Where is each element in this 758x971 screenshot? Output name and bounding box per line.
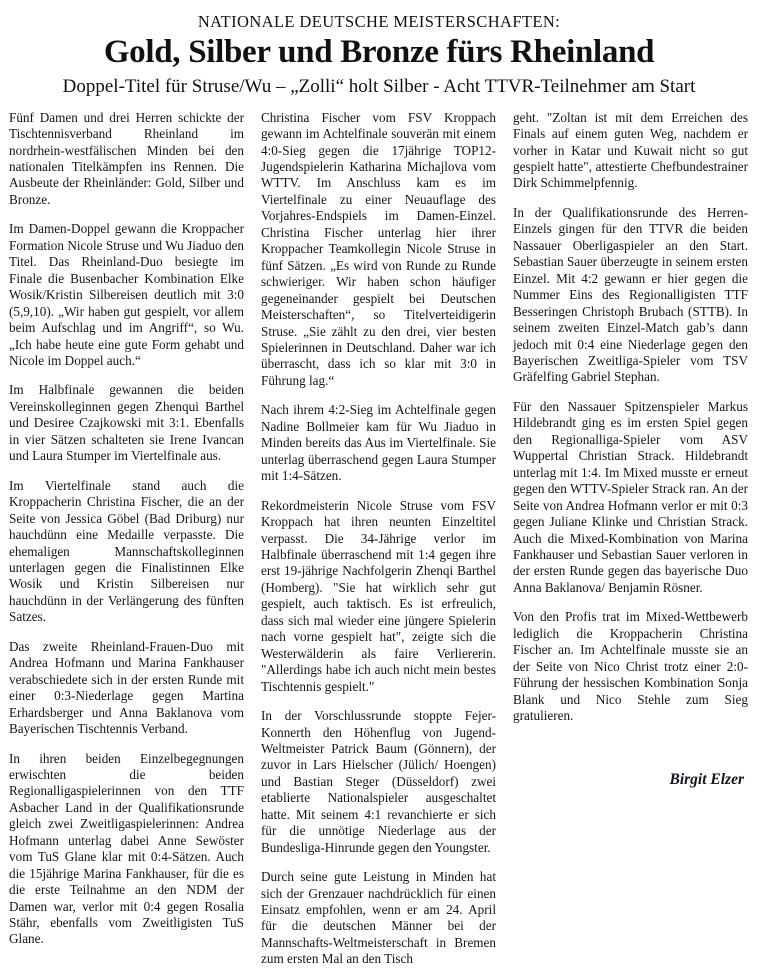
article-byline: Birgit Elzer bbox=[669, 770, 744, 788]
article-paragraph: Rekordmeisterin Nicole Struse vom FSV Kroppach hat ihren neunten Einzeltitel verpasst. Die 34-Jährige verlor im Halbfinale überraschend mit 1:4 gegen ihre erst 19-jährige Nachfolgerin Zhenqi Barthel (Homberg). "Sie hat wirklich sehr gut gespielt, auch taktisch. Es ist erfreulich, dass sich mal wieder eine jüngere Spielerin nach vorne gespielt hat", zeigte sich die Westerwälderin als faire Verliererin. "Allerdings habe ich auch nicht mein bestes Tischtennis gespielt." bbox=[261, 497, 496, 694]
article-paragraph: Nach ihrem 4:2-Sieg im Achtelfinale gegen Nadine Bollmeier kam für Wu Jiaduo in Minden bereits das Aus im Viertelfinale. Sie unterlag überraschend gegen Laura Stumper mit 1:4-Sätzen. bbox=[261, 402, 496, 484]
article-paragraph: Durch seine gute Leistung in Minden hat sich der Grenzauer nachdrücklich für einen Einsatz empfohlen, wenn er am 24. April für die deutschen Männer bei der Mannschafts-Weltmeisterschaft in Bremen zum ersten Mal an den Tisch bbox=[261, 869, 496, 967]
article-paragraph: geht. "Zoltan ist mit dem Erreichen des Finals auf einem guten Weg, nachdem er vorher in Katar und Kuwait nicht so gut gespielt hatte", attestierte Chefbundestrainer Dirk Schimmelpfennig. bbox=[513, 109, 748, 191]
article-paragraph: In der Vorschlussrunde stoppte Fejer-Konnerth den Höhenflug von Jugend-Weltmeister Patrick Baum (Gönnern), der zuvor in Lars Hielscher (Jülich/ Hoengen) und Bastian Steger (Düsseldorf) zwei etablierte Nationalspieler ausgeschaltet hatte. Mit seinem 4:1 revanchierte er sich für die unnötige Niederlage aus der Bundesliga-Hinrunde gegen den Youngster. bbox=[261, 708, 496, 855]
article-paragraph: Im Damen-Doppel gewann die Kroppacher Formation Nicole Struse und Wu Jiaduo den Titel. Das Rheinland-Duo besiegte im Finale die Busenbacher Kombination Elke Wosik/Kristin Silbereisen deutlich mit 3:0 (5,9,10). „Wir haben gut gespielt, vor allem beim Aufschlag und im Angriff“, so Wu. „Ich habe heute eine gute Form gehabt und Nicole im Doppel auch.“ bbox=[9, 221, 244, 368]
article-paragraph: Im Viertelfinale stand auch die Kroppacherin Christina Fischer, die an der Seite von Jessica Göbel (Bad Driburg) nur hauchdünn eine Medaille verpasste. Die ehemaligen Mannschaftskolleginnen unterlagen gegen die Finalistinnen Elke Wosik und Kristin Silbereisen nur hauchdünn in der Verlängerung des fünften Satzes. bbox=[9, 477, 244, 625]
article-paragraph: Von den Profis trat im Mixed-Wettbewerb lediglich die Kroppacherin Christina Fischer an. Im Achtelfinale musste sie an der Seite von Nico Christ trotz einer 2:0-Führung der hessischen Kombination Sonja Blank und Nico Stehle zum Sieg gratulieren. bbox=[513, 609, 748, 724]
article-column-3 bbox=[513, 110, 748, 789]
article-paragraph: In ihren beiden Einzelbegegnungen erwischten die beiden Regionalligaspielerinnen von den TTF Asbacher Land in der Qualifikationsrunde gleich zwei Zweitligaspielerinnen: Andrea Hofmann unterlag dabei Anne Sewöster vom TuS Glane klar mit 0:4-Sätzen. Auch die 15jährige Marina Fankhauser, für die es die erste Teilnahme an den NDM der Damen war, verlor mit 0:4 gegen Rosalia Stähr, ebenfalls vom Zweitligisten TuS Glane. bbox=[9, 750, 244, 947]
article-paragraph: Das zweite Rheinland-Frauen-Duo mit Andrea Hofmann und Marina Fankhauser verabschiedete sich in der ersten Runde mit einer 0:3-Niederlage gegen Martina Erhardsberger und Anna Baklanova vom Bayerischen Tischtennis Verband. bbox=[9, 638, 244, 737]
article-masthead bbox=[9, 12, 749, 98]
article-paragraph: Christina Fischer vom FSV Kroppach gewann im Achtelfinale souverän mit einem 4:0-Sieg gegen die 17jährige TOP12-Jugendspielerin Katharina Michajlova vom WTTV. Im Anschluss kam es im Viertelfinale zu einer Neuauflage des Vorjahres-Endspiels im Damen-Einzel. Christina Fischer unterlag hier ihrer Kroppacher Teamkollegin Nicole Struse in fünf Sätzen. „Es wird von Runde zu Runde schwieriger. Wir haben schon häufiger gegeneinander gespielt bei Deutschen Meisterschaften“, so Titelverteidigerin Struse. „Sie zählt zu den drei, vier besten Spielerinnen in Deutschland. Daher war ich überrascht, dass ich so klar mit 3:0 in Führung lag.“ bbox=[261, 109, 496, 388]
article-paragraph: Im Halbfinale gewannen die beiden Vereinskolleginnen gegen Zhenqui Barthel und Desiree Czajkowski mit 3:1. Ebenfalls in vier Sätzen schalteten sie Irene Ivancan und Laura Stumper im Viertelfinale aus. bbox=[9, 382, 244, 464]
article-subtitle: Doppel-Titel für Struse/Wu – „Zolli“ holt Silber - Acht TTVR-Teilnehmer am Start bbox=[62, 75, 696, 97]
article-kicker: NATIONALE DEUTSCHE MEISTERSCHAFTEN: bbox=[197, 12, 561, 31]
article-paragraph: Fünf Damen und drei Herren schickte der Tischtennisverband Rheinland im nordrhein-westfälischen Minden bei den nationalen Titelkämpfen ins Rennen. Die Ausbeute der Rheinländer: Gold, Silber und Bronze. bbox=[9, 109, 244, 207]
article-body bbox=[9, 110, 749, 968]
article-column-1 bbox=[9, 110, 244, 948]
article-headline: Gold, Silber und Bronze fürs Rheinland bbox=[103, 34, 655, 70]
article-paragraph: In der Qualifikationsrunde des Herren-Einzels gingen für den TTVR die beiden Nassauer Oberligaspieler an den Start. Sebastian Sauer überzeugte in seinem ersten Einzel. Mit 4:2 gewann er hier gegen die Nummer Eins des Regionalligisten TTF Besseringen Christoph Brubach (STTB). In seinem zweiten Einzel-Match gab’s dann jedoch mit 0:4 eine Niederlage gegen den Bayerischen Zweitliga-Spieler vom TSV Gräfelfing Gabriel Stephan. bbox=[513, 204, 748, 385]
article-column-2 bbox=[261, 110, 496, 968]
article-column-3-paragraphs bbox=[513, 110, 748, 725]
article-paragraph: Für den Nassauer Spitzenspieler Markus Hildebrandt ging es im ersten Spiel gegen den Regionalliga-Spieler vom ASV Wuppertal Christian Strack. Hildebrandt unterlag mit 1:4. Im Mixed musste er erneut gegen den WTTV-Spieler Strack ran. An der Seite von Andrea Hofmann verlor er mit 0:3 gegen Juliane Klinke und Christian Strack. Auch die Mixed-Kombination von Marina Fankhauser und Sebastian Sauer verloren in der ersten Runde gegen das bayerische Duo Anna Baklanova/ Benjamin Rösner. bbox=[513, 398, 748, 595]
